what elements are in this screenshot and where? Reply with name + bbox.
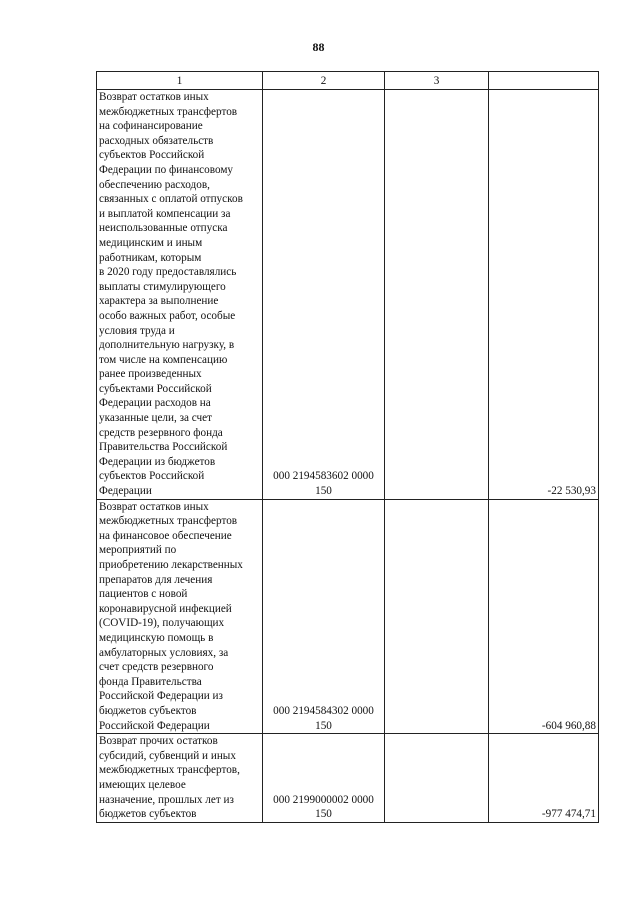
description-line: Федерации из бюджетов bbox=[99, 455, 216, 468]
code-line: 000 2194584302 0000 bbox=[273, 704, 374, 717]
description-line: бюджетов субъектов bbox=[99, 704, 197, 717]
row-col3 bbox=[385, 90, 489, 500]
row-code bbox=[263, 90, 385, 500]
table-row bbox=[97, 499, 599, 734]
description-line: бюджетов субъектов bbox=[99, 808, 197, 821]
code-line: 150 bbox=[315, 719, 332, 732]
table-row bbox=[97, 90, 599, 500]
row-amount: -977 474,71 bbox=[489, 734, 599, 823]
code-line: 150 bbox=[315, 485, 332, 498]
description-line: связанных с оплатой отпусков bbox=[99, 193, 243, 206]
description-line: том числе на компенсацию bbox=[99, 353, 228, 366]
description-line: на финансовое обеспечение bbox=[99, 529, 232, 542]
description-line: медицинским и иным bbox=[99, 236, 203, 249]
description-line: Федерации расходов на bbox=[99, 397, 211, 410]
description-line: Российской Федерации bbox=[99, 719, 210, 732]
description-line: Правительства Российской bbox=[99, 441, 228, 454]
description-line: имеющих целевое bbox=[99, 778, 186, 791]
row-amount: -604 960,88 bbox=[489, 499, 599, 734]
description-line: характера за выполнение bbox=[99, 295, 219, 308]
row-amount: -22 530,93 bbox=[489, 90, 599, 500]
description-line: ранее произведенных bbox=[99, 368, 202, 381]
description-line: на софинансирование bbox=[99, 120, 203, 133]
header-col-1: 1 bbox=[97, 72, 263, 90]
description-line: выплаты стимулирующего bbox=[99, 280, 226, 293]
description-line: приобретению лекарственных bbox=[99, 559, 243, 571]
row-description bbox=[97, 499, 263, 734]
description-line: субъектами Российской bbox=[99, 382, 212, 395]
description-line: мероприятий по bbox=[99, 544, 177, 557]
description-line: Федерации по финансовому bbox=[99, 163, 234, 176]
code-line: 000 2199000002 0000 bbox=[273, 793, 374, 806]
row-description bbox=[97, 734, 263, 823]
code-line: 150 bbox=[315, 808, 332, 821]
description-line: работникам, которым bbox=[99, 251, 202, 264]
description-line: медицинскую помощь в bbox=[99, 631, 214, 644]
description-line: условия труда и bbox=[99, 324, 175, 337]
description-line: субсидий, субвенций и иных bbox=[99, 749, 236, 762]
description-line: счет средств резервного bbox=[99, 661, 214, 674]
row-col3 bbox=[385, 499, 489, 734]
description-line: субъектов Российской bbox=[99, 470, 205, 483]
header-col-2: 2 bbox=[263, 72, 385, 90]
description-line: (COVID-19), получающих bbox=[99, 617, 225, 630]
description-line: Возврат остатков иных bbox=[99, 91, 209, 103]
description-line: в 2020 году предоставлялись bbox=[99, 266, 237, 279]
description-line: Возврат остатков иных bbox=[99, 500, 209, 513]
description-line: коронавирусной инфекцией bbox=[99, 602, 232, 615]
description-line: амбулаторных условиях, за bbox=[99, 646, 229, 659]
header-col-4 bbox=[489, 72, 599, 90]
description-line: дополнительную нагрузку, в bbox=[99, 339, 235, 352]
description-line: и выплатой компенсации за bbox=[99, 207, 231, 220]
page-number: 88 bbox=[312, 40, 325, 54]
description-line: межбюджетных трансфертов bbox=[99, 105, 238, 118]
budget-table bbox=[96, 71, 599, 823]
row-code bbox=[263, 499, 385, 734]
description-line: препаратов для лечения bbox=[99, 573, 213, 586]
description-line: пациентов с новой bbox=[99, 588, 188, 601]
description-line: средств резервного фонда bbox=[99, 426, 223, 439]
row-code bbox=[263, 734, 385, 823]
header-row bbox=[97, 72, 599, 90]
row-description bbox=[97, 90, 263, 500]
description-line: назначение, прошлых лет из bbox=[99, 793, 234, 806]
description-line: указанные цели, за счет bbox=[99, 412, 212, 425]
description-line: фонда Правительства bbox=[99, 675, 202, 688]
header-col-3: 3 bbox=[385, 72, 489, 90]
description-line: расходных обязательств bbox=[99, 134, 214, 147]
code-line: 000 2194583602 0000 bbox=[273, 470, 374, 483]
description-line: субъектов Российской bbox=[99, 149, 205, 162]
description-line: Федерации bbox=[99, 485, 152, 498]
description-line: неиспользованные отпуска bbox=[99, 222, 228, 235]
description-line: Российской Федерации из bbox=[99, 690, 223, 703]
description-line: обеспечению расходов, bbox=[99, 178, 210, 191]
description-line: межбюджетных трансфертов bbox=[99, 515, 238, 528]
description-line: межбюджетных трансфертов, bbox=[99, 764, 240, 777]
table-row bbox=[97, 734, 599, 823]
description-line: особо важных работ, особые bbox=[99, 309, 236, 322]
description-line: Возврат прочих остатков bbox=[99, 735, 218, 748]
row-col3 bbox=[385, 734, 489, 823]
